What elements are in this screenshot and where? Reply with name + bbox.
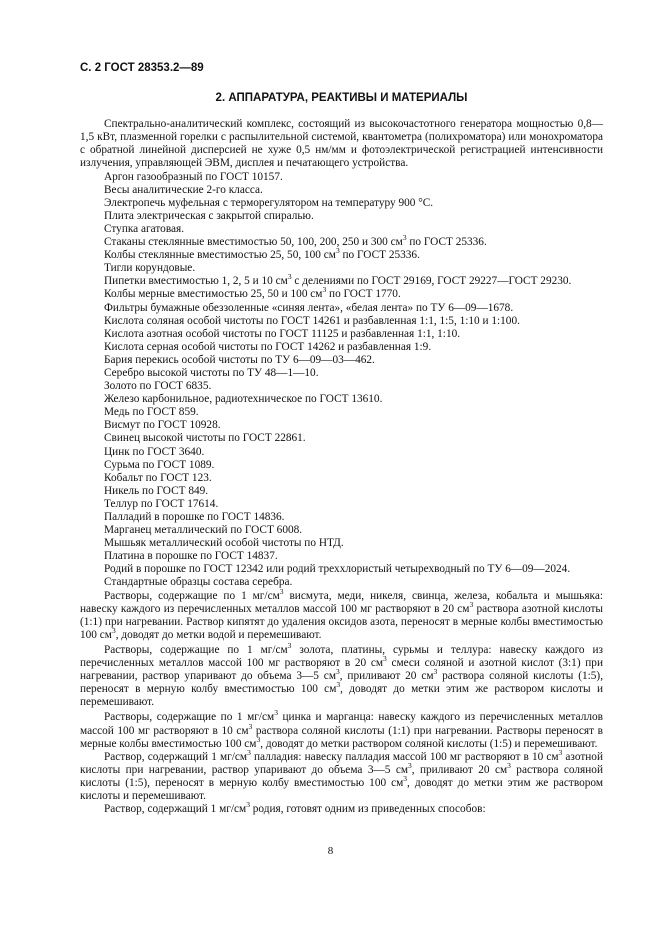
paragraph-text: Тигли корундовые.	[104, 262, 196, 275]
section-title: 2. АППАРАТУРА, РЕАКТИВЫ И МАТЕРИАЛЫ	[215, 92, 468, 105]
superscript: 3	[279, 586, 284, 596]
paragraph-text: смеси соляной и азотной кислот (3:1) при нагревании, раствор упаривают до объема 3—5 см	[80, 657, 604, 683]
paragraph-text: Цинк по ГОСТ 3640.	[104, 445, 205, 458]
paragraph-text: Мышьяк металлический особой чистоты по НТД.	[104, 537, 344, 550]
paragraph-text: Висмут по ГОСТ 10928.	[104, 419, 221, 432]
paragraph	[80, 233, 603, 249]
paragraph-text: Марганец металлический по ГОСТ 6008.	[104, 524, 303, 537]
paragraph-text: Свинец высокой чистоты по ГОСТ 22861.	[104, 432, 306, 445]
paragraph-text: с делениями по ГОСТ 29169, ГОСТ 29227—ГОСТ 29230.	[291, 275, 572, 288]
paragraph-text: Раствор, содержащий 1 мг/см	[104, 750, 248, 763]
paragraph-text: Кобальт по ГОСТ 123.	[104, 471, 212, 484]
paragraph	[80, 576, 603, 589]
paragraph	[80, 328, 603, 341]
paragraph-text: Фильтры бумажные обеззоленные «синяя лента», «белая лента» по ТУ 6—09—1678.	[104, 301, 514, 314]
paragraph	[80, 285, 603, 301]
paragraph	[80, 586, 604, 642]
paragraph	[80, 563, 603, 576]
paragraph-text: Колбы мерные вместимостью 25, 50 и 100 см	[104, 288, 323, 301]
paragraph-text: , доводят до метки этим же раствором кислоты и перемешивают.	[80, 683, 603, 709]
superscript: 3	[402, 233, 407, 243]
paragraph	[80, 498, 603, 511]
paragraph-text: Плита электрическая с закрытой спиралью.	[104, 209, 314, 222]
superscript: 3	[111, 626, 116, 636]
paragraph-text: раствора соляной кислоты (1:1) при нагревании. Растворы переносят в мерные колбы вместимостью 100 см	[80, 724, 603, 750]
paragraph-text: , доводят до метки этим же раствором кислоты и перемешивают.	[80, 776, 603, 802]
paragraph-text: Родий в порошке по ГОСТ 12342 или родий треххлористый четырехводный по ТУ 6—09—2024.	[104, 563, 571, 576]
superscript: 3	[335, 667, 340, 677]
superscript: 3	[433, 667, 438, 677]
paragraph-text: , доводят до метки раствором соляной кислоты (1:5) и перемешивают.	[260, 737, 598, 750]
paragraph-text: Серебро высокой чистоты по ТУ 48—1—10.	[104, 366, 319, 379]
paragraph	[80, 459, 603, 472]
paragraph	[80, 197, 603, 210]
paragraph-text: висмута, меди, никеля, свинца, железа, кобальта и мышьяка: навеску каждого из перечисленных металлов массой 100 мг растворяют в 20 см	[80, 589, 604, 615]
superscript: 3	[287, 641, 292, 651]
paragraph-text: по ГОСТ 25336.	[339, 249, 420, 262]
paragraph	[80, 747, 603, 803]
superscript: 3	[322, 285, 327, 295]
paragraph	[80, 419, 603, 432]
paragraph	[80, 446, 603, 459]
paragraph	[80, 171, 603, 184]
superscript: 3	[403, 774, 408, 784]
paragraph	[80, 641, 604, 709]
paragraph-text: Медь по ГОСТ 859.	[104, 406, 199, 419]
page-header: С. 2 ГОСТ 28353.2—89	[80, 62, 204, 74]
paragraph-text: , приливают 20 см	[339, 670, 434, 683]
paragraph-text: Ступка агатовая.	[104, 222, 185, 235]
paragraph-text: Кислота соляная особой чистоты по ГОСТ 14261 и разбавленная 1:1, 1:5, 1:10 и 1:100.	[104, 314, 520, 327]
paragraph-text: Колбы стеклянные вместимостью 25, 50, 100 см	[104, 249, 336, 262]
paragraph-text: родия, готовят одним из приведенных способов:	[249, 803, 486, 816]
paragraph-text: Железо карбонильное, радиотехническое по ГОСТ 13610.	[104, 393, 383, 406]
paragraph-text: цинка и марганца: навеску каждого из перечисленных металлов массой 100 мг растворяют в 10 см	[80, 711, 603, 737]
superscript: 3	[383, 654, 387, 664]
paragraph-text: Стаканы стеклянные вместимостью 50, 100, 200, 250 и 300 см	[104, 236, 403, 249]
paragraph	[80, 406, 603, 419]
paragraph	[80, 485, 603, 498]
superscript: 3	[256, 734, 261, 744]
paragraph-text: Спектрально-аналитический комплекс, состоящий из высокочастотного генератора мощностью 0,8—1,5 кВт, плазменной горелки с распылительной системой, квантометра (полихроматора) или монохроматора с обратной линейной дисперсией не хуже 0,5 нм/мм и фотоэлектрической регистрацией интенсивности излучения, управляющей ЭВМ, дисплея и печатающего устройства.	[80, 118, 603, 170]
paragraph-text: Весы аналитические 2-го класса.	[104, 183, 263, 196]
paragraph-text: раствора соляной кислоты (1:5), переносят в мерную колбу вместимостью 100 см	[80, 670, 604, 696]
paragraph-text: по ГОСТ 1770.	[326, 288, 401, 301]
paragraph	[80, 262, 603, 275]
paragraph	[80, 118, 603, 170]
paragraph	[80, 537, 603, 550]
paragraph	[80, 223, 603, 236]
paragraph-text: раствора соляной кислоты (1:5), переносят в мерную колбу вместимостью 100 см	[80, 763, 603, 789]
paragraph	[80, 432, 603, 445]
paragraph-text: Золото по ГОСТ 6835.	[104, 380, 212, 393]
paragraph-text: , приливают 20 см	[411, 763, 508, 776]
paragraph	[80, 708, 603, 750]
paragraph	[80, 354, 603, 367]
paragraph	[80, 393, 603, 406]
paragraph	[80, 800, 603, 816]
paragraph	[80, 472, 603, 485]
superscript: 3	[274, 708, 278, 718]
paragraph-text: Растворы, содержащие по 1 мг/см	[104, 589, 280, 602]
paragraph-text: Бария перекись особой чистоты по ТУ 6—09—03—462.	[104, 353, 375, 366]
paragraph	[80, 246, 603, 262]
paragraph	[80, 367, 603, 380]
paragraph	[80, 315, 603, 328]
paragraph-text: палладия: навеску палладия массой 100 мг растворяют в 10 см	[250, 750, 559, 763]
superscript: 3	[336, 680, 341, 690]
paragraph-text: Стандартные образцы состава серебра.	[104, 576, 293, 589]
paragraph-text: Платина в порошке по ГОСТ 14837.	[104, 550, 278, 563]
paragraph-text: по ГОСТ 25336.	[406, 236, 487, 249]
superscript: 3	[246, 800, 250, 810]
paragraph-text: раствора азотной кислоты (1:1) при нагревании. Раствор кипятят до удаления оксидов азота, переносят в мерные колбы вместимостью 100 см	[80, 602, 604, 641]
paragraph	[80, 341, 603, 354]
paragraph-text: Растворы, содержащие по 1 мг/см	[104, 711, 275, 724]
superscript: 3	[507, 761, 511, 771]
paragraph-text: Палладий в порошке по ГОСТ 14836.	[104, 511, 285, 523]
paragraph-text: Растворы, содержащие по 1 мг/см	[104, 643, 288, 656]
paragraph-text: Электропечь муфельная с терморегулятором на температуру 900 °С.	[104, 196, 434, 209]
paragraph	[80, 302, 603, 315]
superscript: 3	[247, 747, 251, 757]
superscript: 3	[287, 272, 292, 282]
paragraph-text: золота, платины, сурьмы и теллура: навеску каждого из перечисленных металлов массой 100 мг растворяют в 20 см	[80, 643, 603, 670]
superscript: 3	[408, 761, 412, 771]
paragraph-text: Теллур по ГОСТ 17614.	[104, 497, 219, 510]
paragraph	[80, 272, 603, 288]
superscript: 3	[248, 721, 253, 731]
page-number: 8	[327, 845, 334, 857]
paragraph-text: Сурьма по ГОСТ 1089.	[104, 458, 215, 471]
paragraph	[80, 184, 603, 197]
document-body	[80, 118, 603, 816]
paragraph	[80, 210, 603, 223]
paragraph	[80, 511, 603, 524]
paragraph	[80, 380, 603, 393]
paragraph-text: Аргон газообразный по ГОСТ 10157.	[104, 170, 283, 183]
superscript: 3	[335, 246, 340, 256]
paragraph-text: Кислота азотная особой чистоты по ГОСТ 11125 и разбавленная 1:1, 1:10.	[104, 327, 461, 340]
paragraph	[80, 524, 603, 537]
paragraph	[80, 550, 603, 563]
paragraph-text: Раствор, содержащий 1 мг/см	[104, 803, 247, 816]
superscript: 3	[469, 599, 474, 609]
paragraph-text: азотной кислоты при нагревании, раствор упаривают до объема 3—5 см	[80, 750, 603, 776]
paragraph-text: Пипетки вместимостью 1, 2, 5 и 10 см	[104, 275, 288, 288]
superscript: 3	[558, 747, 563, 757]
paragraph-text: Никель по ГОСТ 849.	[104, 484, 209, 497]
paragraph-text: Кислота серная особой чистоты по ГОСТ 14262 и разбавленная 1:9.	[104, 340, 432, 353]
paragraph-text: , доводят до метки водой и перемешивают.	[115, 628, 322, 641]
